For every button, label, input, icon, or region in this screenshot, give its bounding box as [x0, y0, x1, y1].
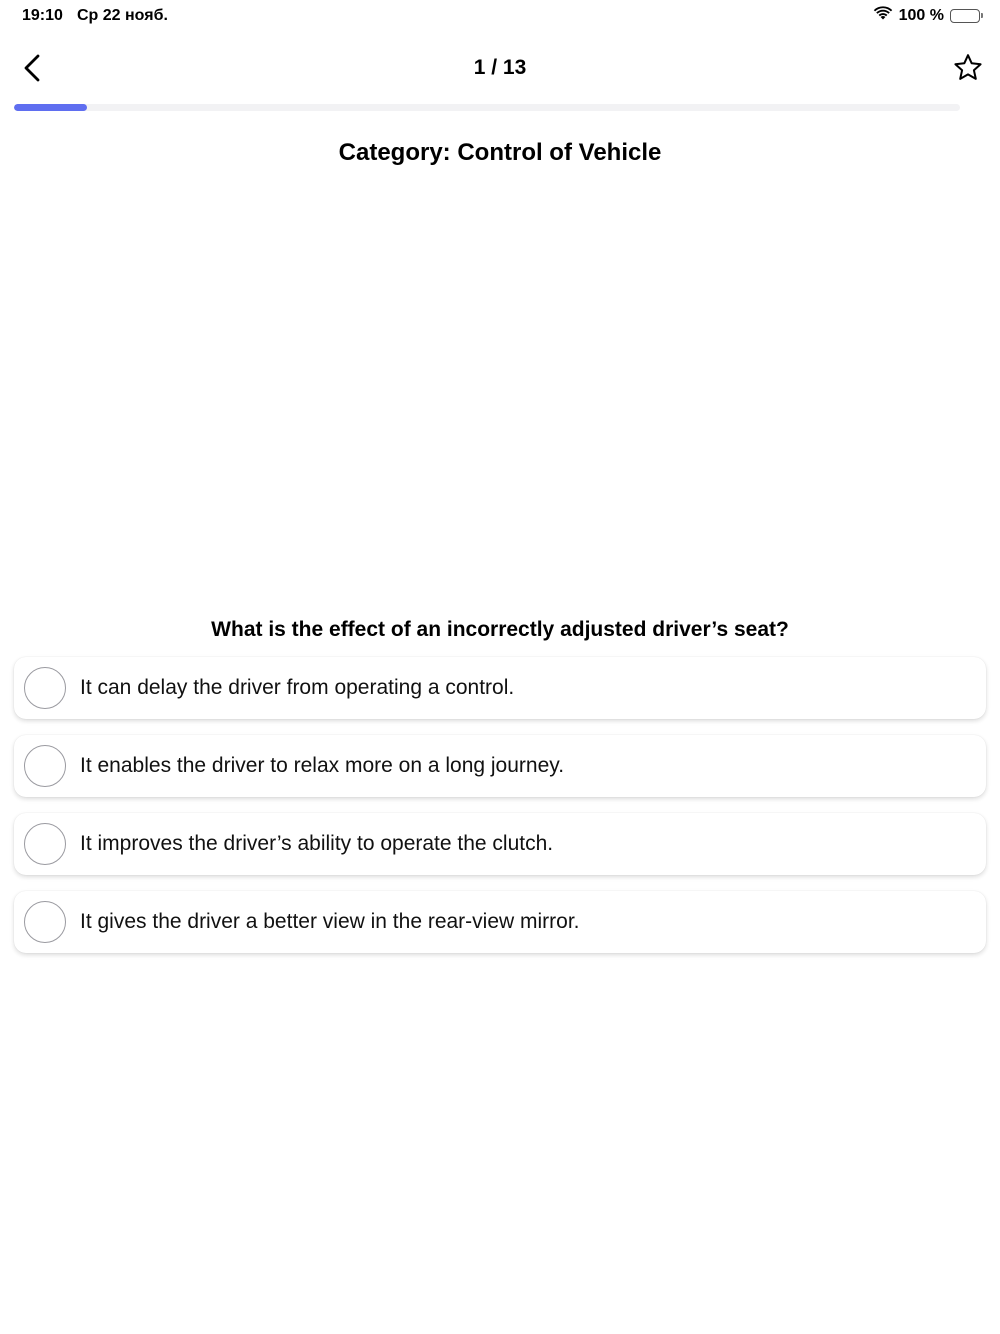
status-indicators	[873, 6, 980, 26]
radio-button[interactable]	[24, 901, 66, 943]
radio-button[interactable]	[24, 667, 66, 709]
radio-button[interactable]	[24, 745, 66, 787]
progress-bar	[14, 104, 960, 111]
status-bar	[0, 0, 1000, 32]
answer-text: It can delay the driver from operating a control.	[80, 676, 515, 699]
progress-fill	[14, 104, 87, 111]
battery-icon	[950, 9, 980, 23]
answer-option[interactable]	[14, 813, 986, 875]
radio-button[interactable]	[24, 823, 66, 865]
status-time: 19:10	[22, 7, 63, 24]
answer-text: It enables the driver to relax more on a long journey.	[80, 754, 565, 777]
category-title: Category: Control of Vehicle	[338, 139, 662, 166]
navigation-bar	[0, 40, 1000, 98]
answer-option[interactable]	[14, 657, 986, 719]
answer-option[interactable]	[14, 735, 986, 797]
answer-list	[14, 657, 986, 969]
wifi-icon	[873, 6, 893, 26]
question-text: What is the effect of an incorrectly adjusted driver’s seat?	[211, 618, 789, 641]
answer-option[interactable]	[14, 891, 986, 953]
battery-percent: 100 %	[898, 7, 944, 24]
answer-text: It improves the driver’s ability to operate the clutch.	[80, 832, 554, 855]
answer-text: It gives the driver a better view in the rear-view mirror.	[80, 910, 580, 933]
favorite-button[interactable]	[948, 48, 988, 88]
question-counter: 1 / 13	[473, 56, 527, 79]
status-date: Ср 22 нояб.	[77, 7, 168, 24]
star-outline-icon	[952, 52, 984, 84]
